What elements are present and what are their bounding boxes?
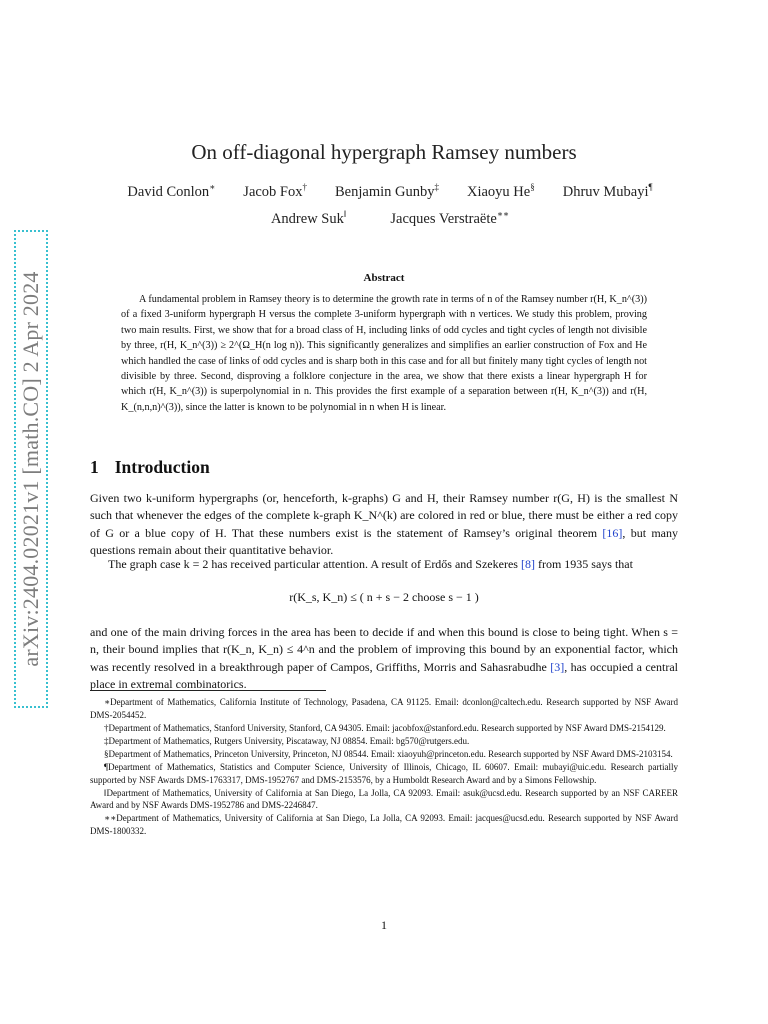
author: Dhruv Mubayi¶ [562,182,653,200]
author-list-row1 [90,182,690,201]
page-number: 1 [381,918,387,932]
arxiv-stamp [14,230,48,708]
paragraph: The graph case k = 2 has received particular attention. A result of Erdős and Szekeres [8] from 1935 says that [108,557,633,571]
footnote: §Department of Mathematics, Princeton University, Princeton, NJ 08544. Email: xiaoyuh@princeton.edu. Research supported by NSF Award DMS-2103154. [104,748,673,759]
footnote-rule [90,690,326,691]
author: Jacob Fox† [243,182,308,200]
arxiv-id: arXiv:2404.02021v1 [math.CO] 2 Apr 2024 [18,271,43,667]
footnote: ‖Department of Mathematics, University of California at San Diego, La Jolla, CA 92093. Email: asuk@ucsd.edu. Research supported by an NSF CAREER Award and by NSF Awards DMS-1952786 and DMS-2246847. [90,787,678,811]
section-number: 1 [90,457,99,477]
equation: r(K_s, K_n) ≤ ( n + s − 2 choose s − 1 ) [289,590,479,604]
footnote: ∗Department of Mathematics, California Institute of Technology, Pasadena, CA 91125. Email: dconlon@caltech.edu. Research supported by NSF Award DMS-2054452. [90,697,678,720]
footnote: †Department of Mathematics, Stanford University, Stanford, CA 94305. Email: jacobfox@stanford.edu. Research supported by NSF Award DMS-2154129. [104,722,666,733]
author: Benjamin Gunby‡ [335,182,439,200]
section-heading [90,457,210,478]
paragraph: and one of the main driving forces in the area has been to decide if and when this bound is close to being tight. When s = n, their bound implies that r(K_n, K_n) ≤ 4^n and the problem of improving this bound by an exponential factor, which was recently resolved in a breakthrough paper of Campos, Griffiths, Morris and Sahasrabudhe [3], has occupied a central place in extremal combinatorics. [90,625,678,692]
footnote: ‡Department of Mathematics, Rutgers University, Piscataway, NJ 08854. Email: bg570@rutgers.edu. [104,735,470,746]
author: David Conlon∗ [127,182,216,200]
section-title: Introduction [114,457,210,477]
abstract-heading: Abstract [363,272,405,284]
citation-link[interactable]: [3] [550,659,565,674]
footnotes [90,696,678,838]
citation-link[interactable]: [16] [602,525,623,540]
footnote: ∗∗Department of Mathematics, University of California at San Diego, La Jolla, CA 92093. Email: jacques@ucsd.edu. Research supported by NSF Award DMS-1800332. [90,813,678,836]
author-list-row2 [90,209,690,228]
paper-title: On off-diagonal hypergraph Ramsey numbers [191,140,577,164]
footnote: ¶Department of Mathematics, Statistics and Computer Science, University of Illinois, Chicago, IL 60607. Email: mubayi@uic.edu. Research partially supported by NSF Awards DMS-1763317, DMS-1952767 and DMS-2153576, by a Humboldt Research Award and by a Simons Fellowship. [90,761,678,785]
abstract-text: A fundamental problem in Ramsey theory is to determine the growth rate in terms of n of the Ramsey number r(H, K_n^(3)) of a fixed 3-uniform hypergraph H versus the complete 3-uniform hypergraph with n vertices. We study this problem, proving two main results. First, we show that for a broad class of H, including links of odd cycles and tight cycles of length not divisible by three, r(H, K_n^(3)) ≥ 2^(Ω_H(n log n)). This significantly generalizes and simplifies an earlier construction of Fox and He which handled the case of links of odd cycles and is sharp both in this case and for all but finitely many tight cycles of length not divisible by three. Second, disproving a folklore conjecture in the area, we show that there exists a linear hypergraph H for which r(H, K_n^(3)) is superpolynomial in n. This provides the first example of a separation between r(H, K_n^(3)) and r(H, K_(n,n,n)^(3)), since the latter is known to be polynomial in n when H is linear. [121,294,647,413]
paragraph: Given two k-uniform hypergraphs (or, henceforth, k-graphs) G and H, their Ramsey number r(G, H) is the smallest N such that whenever the edges of the complete k-graph K_N^(k) are colored in red or blue, there must be either a red copy of G or a blue copy of H. That these numbers exist is the statement of Ramsey’s original theorem [16], but many questions remain about their quantitative behavior. [90,491,678,558]
author: Andrew Suk‖ [270,209,347,227]
author: Jacques Verstraëte∗∗ [390,209,510,227]
author: Xiaoyu He§ [467,182,535,200]
citation-link[interactable]: [8] [520,557,535,571]
